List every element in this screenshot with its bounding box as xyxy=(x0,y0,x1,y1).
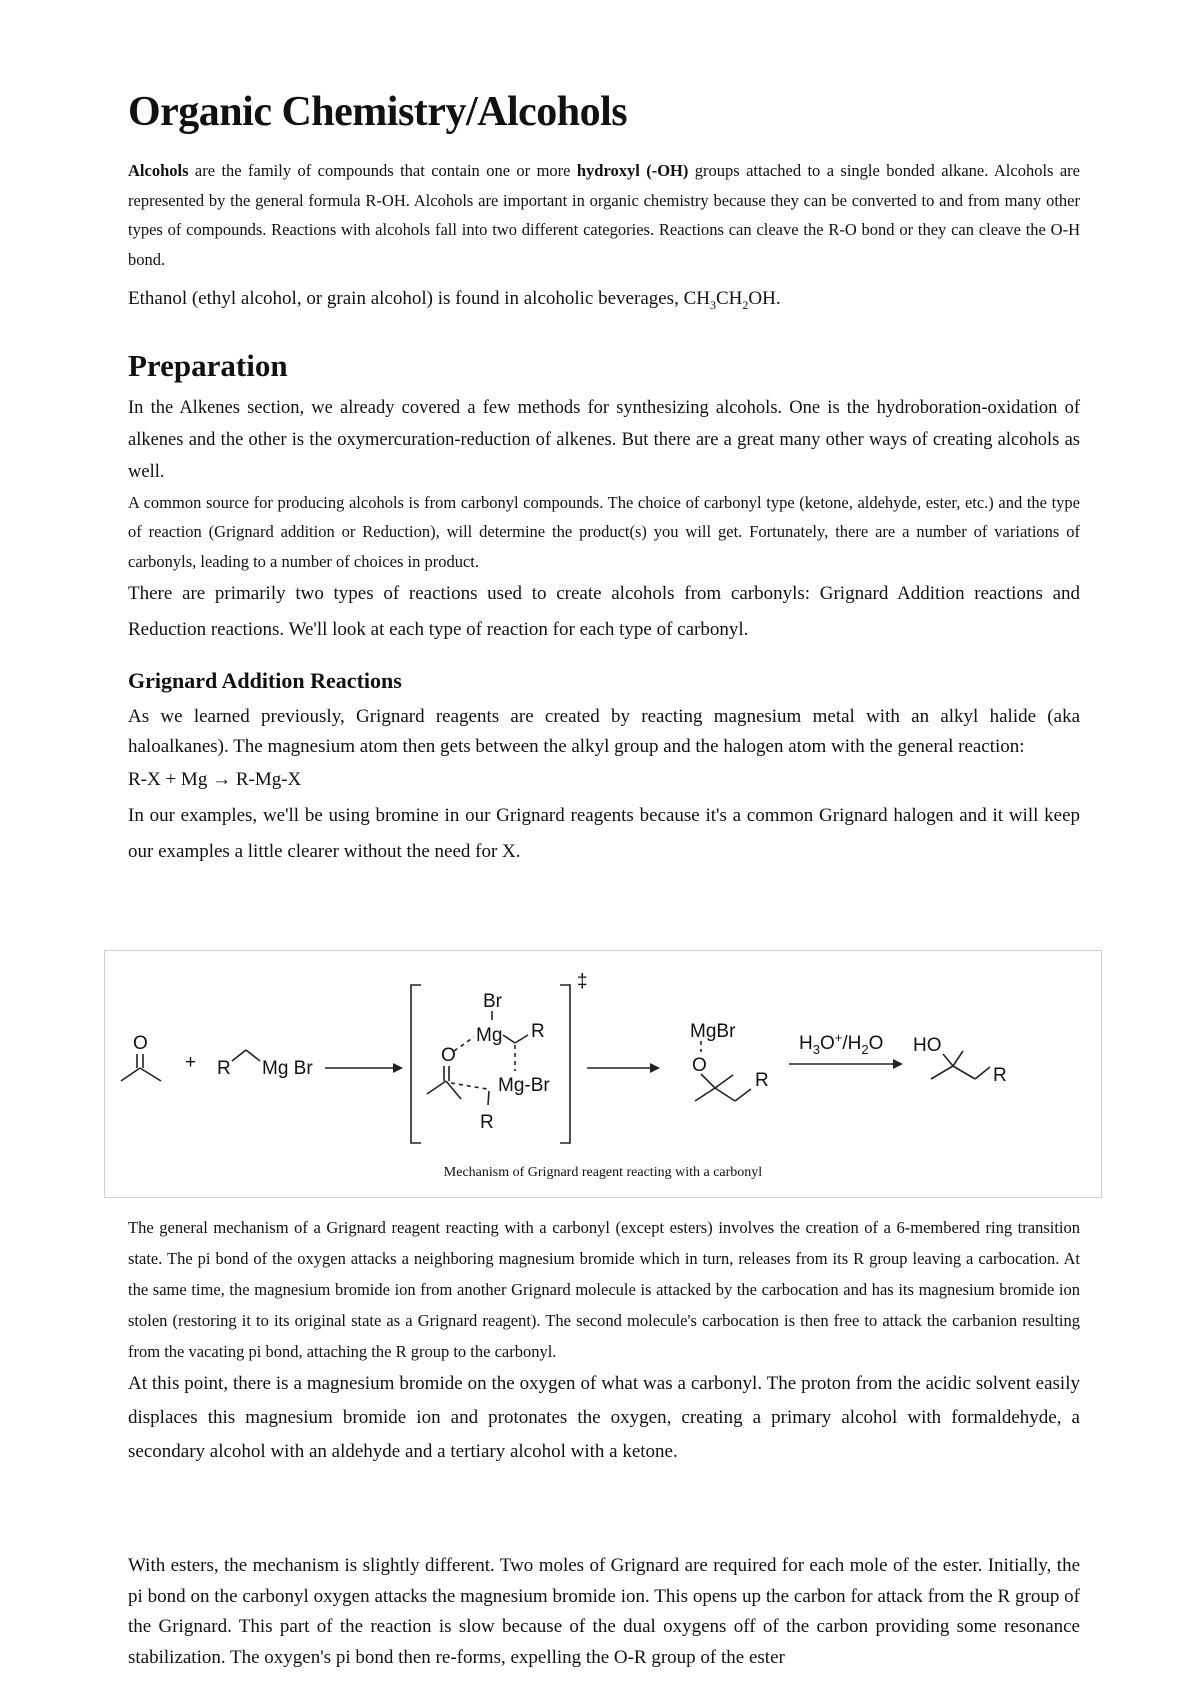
transition-state-structure xyxy=(411,971,588,1143)
svg-text:O: O xyxy=(441,1045,456,1066)
svg-text:R: R xyxy=(531,1021,545,1042)
svg-text:O: O xyxy=(133,1033,148,1054)
ethanol-paragraph: Ethanol (ethyl alcohol, or grain alcohol) is found in alcoholic beverages, $CH_3CH_2OH$. xyxy=(128,288,781,312)
ketone-structure xyxy=(121,1033,161,1081)
grignard-reagent-structure xyxy=(217,1050,313,1079)
mechanism-figure xyxy=(104,950,1102,1198)
preparation-paragraph-3: There are primarily two types of reactions used to create alcohols from carbonyls: Grignard Addition reactions and Reduction reactions. We'll look at each type of reaction for each type of carbonyl. xyxy=(128,583,1080,641)
acid-workup-label: $H_3O^+/H_2O$ xyxy=(799,1030,884,1057)
svg-text:HO: HO xyxy=(913,1035,942,1056)
article xyxy=(128,88,1080,870)
svg-text:O: O xyxy=(692,1055,707,1076)
term-alcohols: Alcohols xyxy=(128,161,189,180)
grignard-paragraph-2: In our examples, we'll be using bromine in our Grignard reagents because it's a common Grignard halogen and it will keep our examples a little clearer without the need for X. xyxy=(128,805,1080,863)
arrow-head-3 xyxy=(893,1059,903,1069)
intro-paragraph: Alcohols are the family of compounds that contain one or more hydroxyl (-OH) groups attached to a single bonded alkane. Alcohols are represented by the general formula R-OH. Alcohols are important in organic chemistry because they can be converted to and from many other types of compounds. Reactions with alcohols fall into two different categories. Reactions can cleave the R-O bond or they can cleave the O-H bond. xyxy=(128,161,1080,269)
mechanism-paragraph-3: With esters, the mechanism is slightly different. Two moles of Grignard are required for each mole of the ester. Initially, the pi bond on the carbonyl oxygen attacks the magnesium bromide ion. This opens up the carbon for attack from the R group of the Grignard. This part of the reaction is slow because of the dual oxygens off of the carbon providing some resonance stabilization. The oxygen's pi bond then re-forms, expelling the O-R group of the ester xyxy=(128,1555,1080,1668)
svg-text:R: R xyxy=(755,1070,769,1091)
grignard-equation: R-X + Mg → R-Mg-X xyxy=(128,769,302,791)
grignard-paragraph-1: As we learned previously, Grignard reagents are created by reacting magnesium metal with an alkyl halide (aka haloalkanes). The magnesium atom then gets between the alkyl group and the halogen atom with the general reaction: xyxy=(128,706,1080,758)
section-heading-preparation: Preparation xyxy=(128,347,288,383)
svg-text:Br: Br xyxy=(483,991,502,1012)
svg-text:Mg-Br: Mg-Br xyxy=(498,1075,550,1096)
mechanism-paragraph-2: At this point, there is a magnesium bromide on the oxygen of what was a carbonyl. The proton from the acidic solvent easily displaces this magnesium bromide ion and protonates the oxygen, creating a primary alcohol with formaldehyde, a secondary alcohol with an aldehyde and a tertiary alcohol with a ketone. xyxy=(128,1373,1080,1462)
mechanism-paragraph-1: The general mechanism of a Grignard reagent reacting with a carbonyl (except esters) involves the creation of a 6-membered ring transition state. The pi bond of the oxygen attacks a neighboring magnesium bromide which in turn, releases from its R group leaving a carbocation. At the same time, the magnesium bromide ion from another Grignard molecule is attacked by the carbocation and has its magnesium bromide ion stolen (restoring it to its original state as a Grignard reagent). The second molecule's carbocation is then free to attack the carbanion resulting from the vacating pi bond, attaching the R group to the carbonyl. xyxy=(128,1218,1080,1361)
alkoxide-intermediate-structure xyxy=(690,1021,769,1101)
grignard-mechanism-diagram xyxy=(105,951,1103,1161)
plus-sign: + xyxy=(185,1052,197,1073)
article-continued xyxy=(128,1212,1080,1673)
svg-text:‡: ‡ xyxy=(577,971,588,992)
svg-text:MgBr: MgBr xyxy=(690,1021,736,1042)
preparation-paragraph-1: In the Alkenes section, we already covered a few methods for synthesizing alcohols. One is the hydroboration-oxidation of alkenes and the other is the oxymercuration-reduction of alkenes. But there are a great many other ways of creating alcohols as well. xyxy=(128,397,1080,482)
svg-text:Mg: Mg xyxy=(476,1025,503,1046)
figure-caption: Mechanism of Grignard reagent reacting with a carbonyl xyxy=(443,1165,763,1180)
arrow-head-1 xyxy=(393,1063,403,1073)
section-heading-grignard: Grignard Addition Reactions xyxy=(128,668,402,694)
svg-text:R: R xyxy=(993,1065,1007,1086)
svg-text:Mg Br: Mg Br xyxy=(262,1058,313,1079)
alcohol-product-structure xyxy=(913,1035,1007,1086)
term-hydroxyl: hydroxyl (-OH) xyxy=(576,161,689,180)
svg-text:R: R xyxy=(217,1058,231,1079)
preparation-paragraph-2: A common source for producing alcohols is from carbonyl compounds. The choice of carbonyl type (ketone, aldehyde, ester, etc.) and the type of reaction (Grignard addition or Reduction), will determine the product(s) you will get. Fortunately, there are a number of variations of carbonyls, leading to a number of choices in product. xyxy=(128,492,1080,571)
arrow-head-2 xyxy=(650,1063,660,1073)
page-title: Organic Chemistry/Alcohols xyxy=(128,89,628,135)
svg-text:R: R xyxy=(480,1112,494,1133)
